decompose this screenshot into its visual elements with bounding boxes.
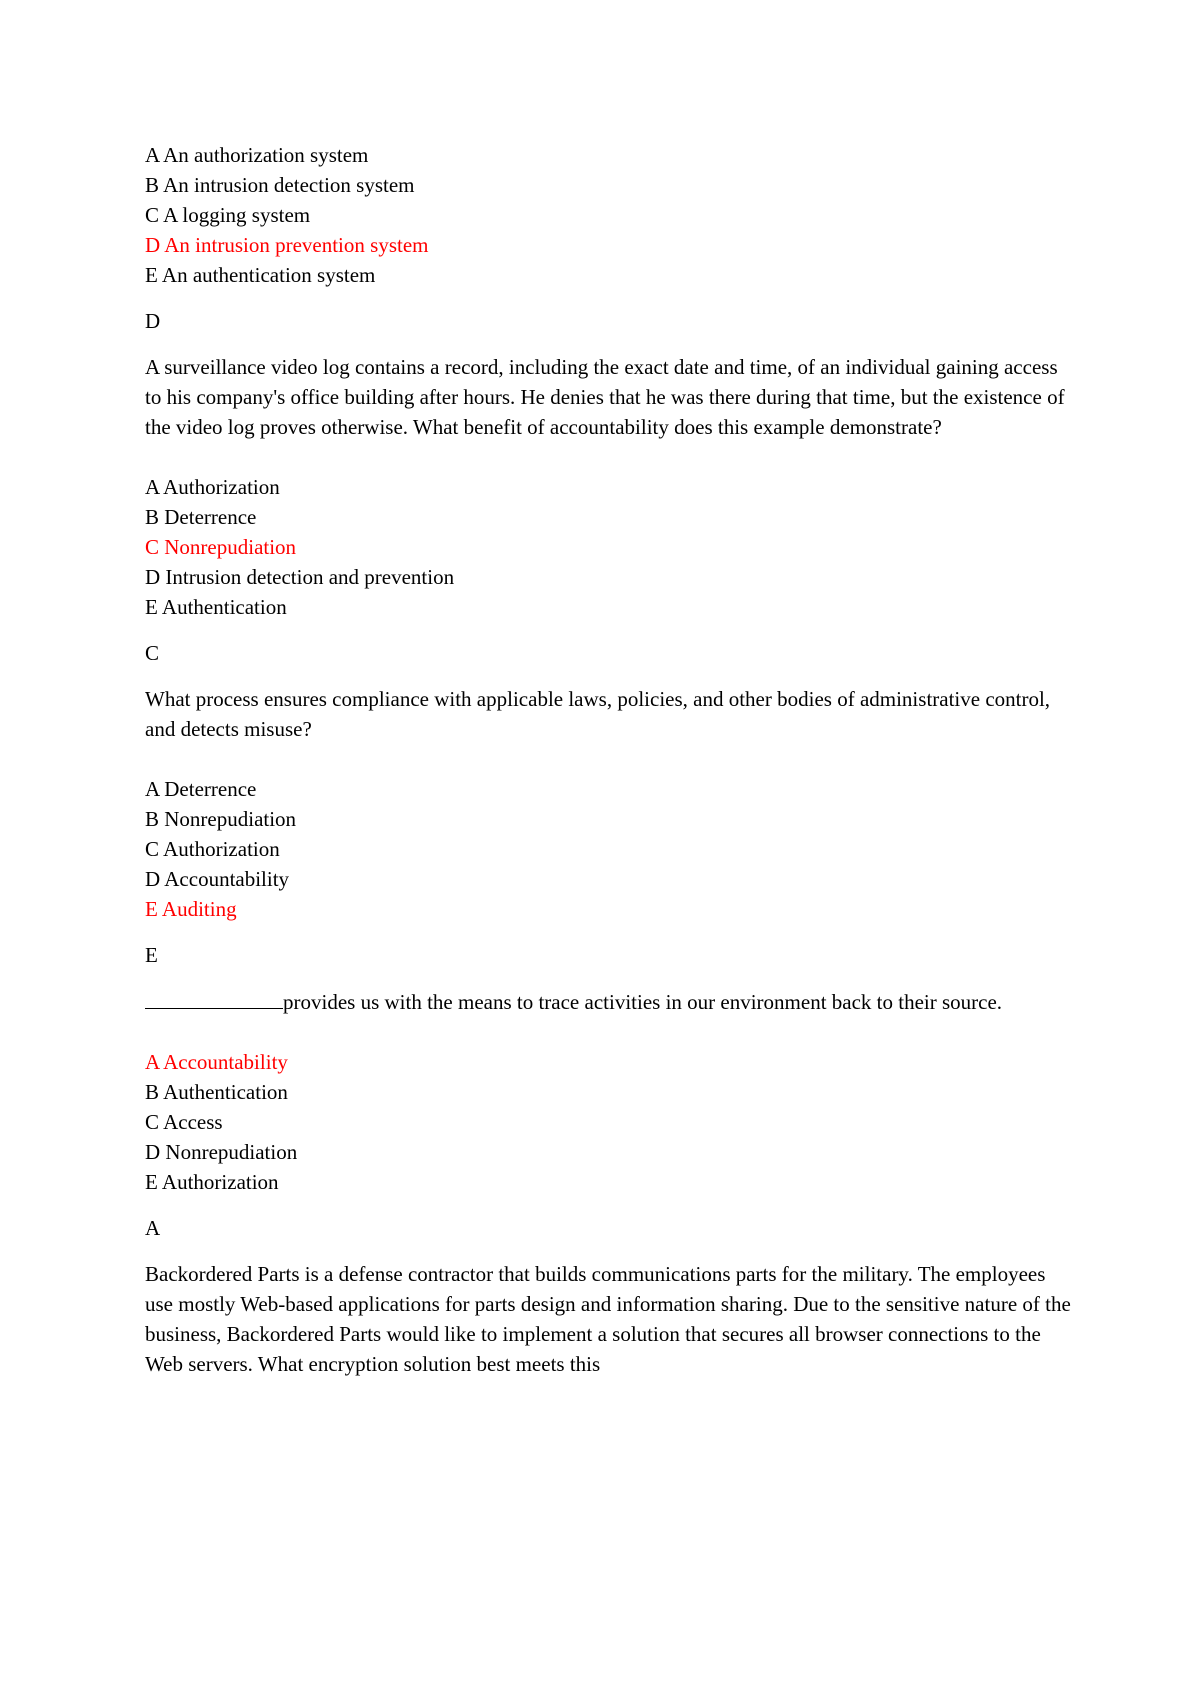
option-d: D Nonrepudiation [145, 1140, 298, 1164]
option-a: A An authorization system [145, 143, 369, 167]
option-d: D Accountability [145, 867, 290, 891]
answer-key-1: D [145, 309, 161, 333]
options-list-4 [145, 1047, 1075, 1197]
option-c-correct: C Nonrepudiation [145, 535, 297, 559]
fill-in-blank [145, 986, 283, 1009]
answer-key-4: A [145, 1216, 161, 1240]
answer-key-3: E [145, 943, 158, 967]
options-list-2 [145, 472, 1075, 622]
option-c: C Authorization [145, 837, 280, 861]
answer-key-2: C [145, 641, 160, 665]
options-list-3 [145, 774, 1075, 924]
option-e: E An authentication system [145, 263, 376, 287]
question-2: A surveillance video log contains a record, including the exact date and time, of an individual gaining access to his company's office building after hours. He denies that he was there during that time, but the existence of the video log proves otherwise. What benefit of accountability does this example demonstrate? [145, 355, 1065, 439]
option-a-correct: A Accountability [145, 1050, 288, 1074]
options-list-1 [145, 140, 1075, 290]
option-a: A Deterrence [145, 777, 257, 801]
option-d-correct: D An intrusion prevention system [145, 233, 429, 257]
page-content [145, 140, 1075, 1409]
question-4 [145, 986, 1075, 1017]
option-b: B An intrusion detection system [145, 173, 415, 197]
option-e: E Authentication [145, 595, 287, 619]
question-4-text: provides us with the means to trace activities in our environment back to their source. [283, 990, 1003, 1014]
option-e: E Authorization [145, 1170, 279, 1194]
option-b: B Nonrepudiation [145, 807, 297, 831]
option-c: C Access [145, 1110, 223, 1134]
option-e-correct: E Auditing [145, 897, 237, 921]
option-d: D Intrusion detection and prevention [145, 565, 455, 589]
option-a: A Authorization [145, 475, 280, 499]
option-c: C A logging system [145, 203, 311, 227]
question-3: What process ensures compliance with applicable laws, policies, and other bodies of administrative control, and detects misuse? [145, 687, 1051, 741]
question-5: Backordered Parts is a defense contractor that builds communications parts for the military. The employees use mostly Web-based applications for parts design and information sharing. Due to the sensitive nature of the business, Backordered Parts would like to implement a solution that secures all browser connections to the Web servers. What encryption solution best meets this [145, 1262, 1071, 1376]
option-b: B Deterrence [145, 505, 257, 529]
option-b: B Authentication [145, 1080, 288, 1104]
